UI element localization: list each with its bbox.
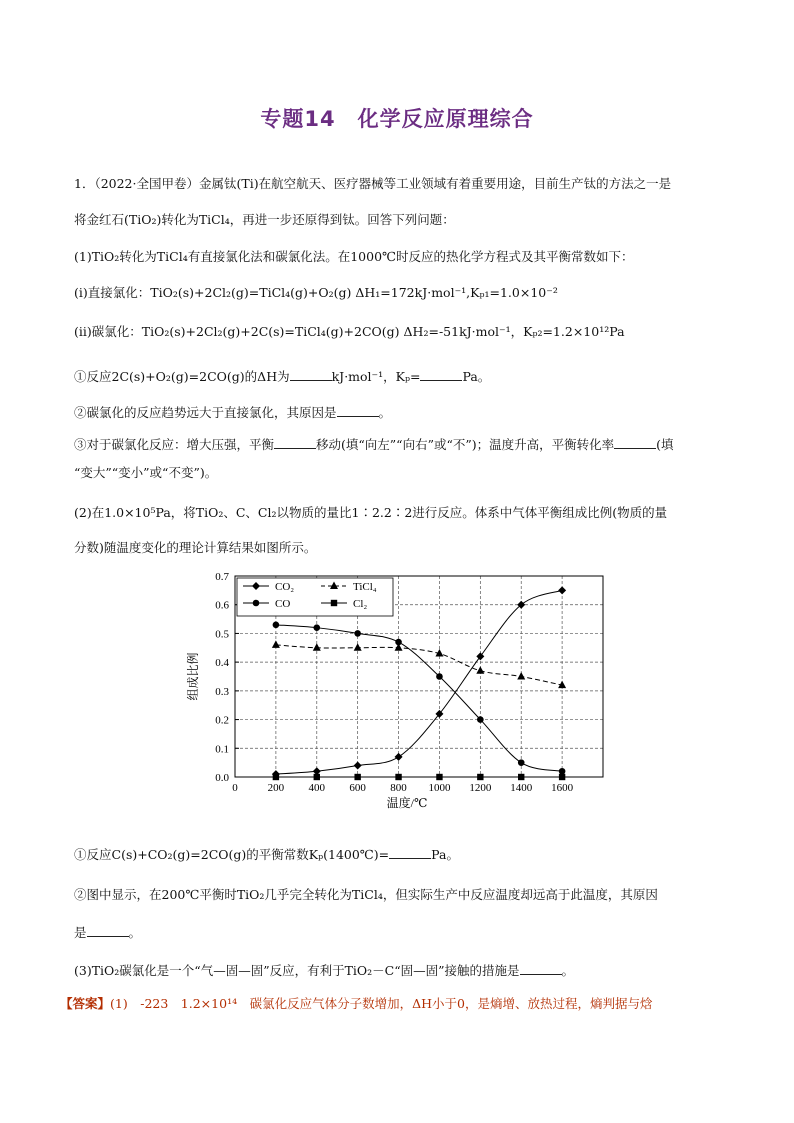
legend-label: Cl₂ <box>353 598 368 610</box>
x-tick-label: 600 <box>349 782 366 794</box>
legend-label: TiCl₄ <box>353 581 377 593</box>
marker-circle <box>518 759 525 766</box>
marker-triangle <box>517 672 525 680</box>
x-tick-label: 800 <box>390 782 407 794</box>
answer-text: (1) -223 1.2×10¹⁴ 碳氯化反应气体分子数增加，ΔH小于0，是熵增、放热过程，熵判据与焓 <box>110 996 653 1011</box>
marker-circle <box>273 622 280 629</box>
x-tick-label: 200 <box>267 782 285 794</box>
answer-blank[interactable] <box>389 846 431 859</box>
q1b-text-post: 。 <box>378 405 392 420</box>
marker-square <box>477 774 483 780</box>
p3-text-pre: (3)TiO₂碳氯化是一个“气—固—固”反应，有利于TiO₂－C“固—固”接触的措施是 <box>74 963 520 978</box>
legend-label: CO <box>275 598 291 610</box>
marker-circle <box>477 716 484 723</box>
legend-label: CO₂ <box>275 581 295 593</box>
q1b-text-pre: ②碳氯化的反应趋势远大于直接氯化，其原因是 <box>74 405 337 420</box>
q1a-text-mid: kJ·mol⁻¹，Kₚ= <box>331 369 421 384</box>
series-line <box>276 625 562 771</box>
page-title: 专题14 化学反应原理综合 <box>260 107 534 131</box>
answer-blank[interactable] <box>520 962 562 975</box>
marker-triangle <box>313 643 321 651</box>
x-tick-label: 1600 <box>551 782 574 794</box>
x-tick-label: 1000 <box>428 782 451 794</box>
marker-square <box>518 774 524 780</box>
q2a-text-pre: ①反应C(s)+CO₂(g)=2CO(g)的平衡常数Kₚ(1400℃)= <box>74 847 390 862</box>
composition-chart <box>180 568 620 828</box>
x-axis-label: 温度/℃ <box>386 796 428 810</box>
marker-square <box>314 774 320 780</box>
part1-intro: (1)TiO₂转化为TiCl₄有直接氯化法和碳氯化法。在1000℃时反应的热化学方程式及其平衡常数如下： <box>74 249 634 264</box>
x-tick-label: 400 <box>308 782 326 794</box>
answer-blank[interactable] <box>420 368 462 381</box>
y-tick-label: 0.3 <box>215 685 229 698</box>
marker-circle <box>436 673 443 680</box>
q2a-text-post: Pa。 <box>431 847 459 862</box>
y-tick-label: 0.1 <box>215 743 229 756</box>
y-tick-label: 0.0 <box>215 772 229 784</box>
part2-line-1: (2)在1.0×10⁵Pa，将TiO₂、C、Cl₂以物质的量比1∶2.2∶2进行反应。体系中气体平衡组成比例(物质的量 <box>74 505 668 520</box>
marker-circle <box>354 630 361 637</box>
series-square <box>273 774 566 780</box>
question-1a <box>74 368 490 385</box>
x-tick-label: 0 <box>232 782 238 794</box>
part2-line-2: 分数)随温度变化的理论计算结果如图所示。 <box>74 540 317 555</box>
part3 <box>74 962 574 979</box>
question-line-2: 将金红石(TiO₂)转化为TiCl₄，再进一步还原得到钛。回答下列问题： <box>74 212 455 227</box>
answer-blank[interactable] <box>290 368 332 381</box>
q1a-text-post: Pa。 <box>462 369 491 384</box>
marker-circle <box>395 639 402 646</box>
part1-reaction-i: (ⅰ)直接氯化：TiO₂(s)+2Cl₂(g)=TiCl₄(g)+O₂(g) ΔH₁=172kJ·mol⁻¹,Kₚ₁=1.0×10⁻² <box>74 285 558 300</box>
marker-square <box>436 774 442 780</box>
marker-triangle <box>272 640 280 648</box>
question-2a <box>74 846 459 863</box>
question-1c-line2: “变大”“变小”或“不变”)。 <box>74 465 218 480</box>
q2b-text-post: 。 <box>128 925 142 940</box>
x-tick-label: 1200 <box>469 782 492 794</box>
answer-tag: 【答案】 <box>60 996 111 1011</box>
answer-line <box>60 996 652 1012</box>
x-tick-label: 1400 <box>510 782 533 794</box>
q2b-text-pre: 是 <box>74 925 87 940</box>
answer-blank[interactable] <box>614 436 656 449</box>
marker-circle <box>253 600 260 607</box>
question-2b-line1: ②图中显示，在200℃平衡时TiO₂几乎完全转化为TiCl₄，但实际生产中反应温度却远高于此温度，其原因 <box>74 887 658 902</box>
q1a-text-pre: ①反应2C(s)+O₂(g)=2CO(g)的ΔH为 <box>74 369 290 384</box>
answer-blank[interactable] <box>337 404 379 417</box>
q1c-text-post: (填 <box>656 437 674 452</box>
marker-diamond <box>354 762 362 770</box>
y-tick-label: 0.5 <box>215 628 229 641</box>
q1c-text-mid: 移动(填“向左”“向右”或“不”)；温度升高，平衡转化率 <box>316 437 615 452</box>
question-line-1: 1．（2022·全国甲卷）金属钛(Ti)在航空航天、医疗器械等工业领域有着重要用途，目前生产钛的方法之一是 <box>74 176 672 191</box>
question-1b <box>74 404 391 421</box>
y-tick-label: 0.4 <box>215 657 229 670</box>
y-tick-label: 0.7 <box>215 571 229 583</box>
marker-circle <box>559 768 566 775</box>
marker-diamond <box>476 652 484 660</box>
answer-blank[interactable] <box>274 436 316 449</box>
legend <box>237 578 393 616</box>
question-2b-line2 <box>74 924 141 941</box>
question-1c <box>74 436 674 453</box>
marker-triangle <box>354 643 362 651</box>
y-tick-label: 0.6 <box>215 599 229 612</box>
q1c-text-pre: ③对于碳氯化反应：增大压强，平衡 <box>74 437 275 452</box>
marker-square <box>331 600 337 606</box>
marker-square <box>354 774 360 780</box>
marker-square <box>395 774 401 780</box>
marker-diamond <box>558 586 566 594</box>
series-triangle <box>272 640 566 688</box>
y-tick-label: 0.2 <box>215 714 229 727</box>
answer-blank[interactable] <box>87 924 129 937</box>
marker-triangle <box>476 666 484 674</box>
series-line <box>276 590 562 774</box>
marker-diamond <box>395 753 403 761</box>
p3-text-post: 。 <box>561 963 575 978</box>
part1-reaction-ii: (ⅱ)碳氯化：TiO₂(s)+2Cl₂(g)+2C(s)=TiCl₄(g)+2CO(g) ΔH₂=-51kJ·mol⁻¹，Kₚ₂=1.2×10¹²Pa <box>74 324 625 339</box>
y-axis-label: 组成比例 <box>186 652 200 701</box>
marker-circle <box>313 624 320 631</box>
marker-square <box>273 774 279 780</box>
marker-square <box>559 774 565 780</box>
